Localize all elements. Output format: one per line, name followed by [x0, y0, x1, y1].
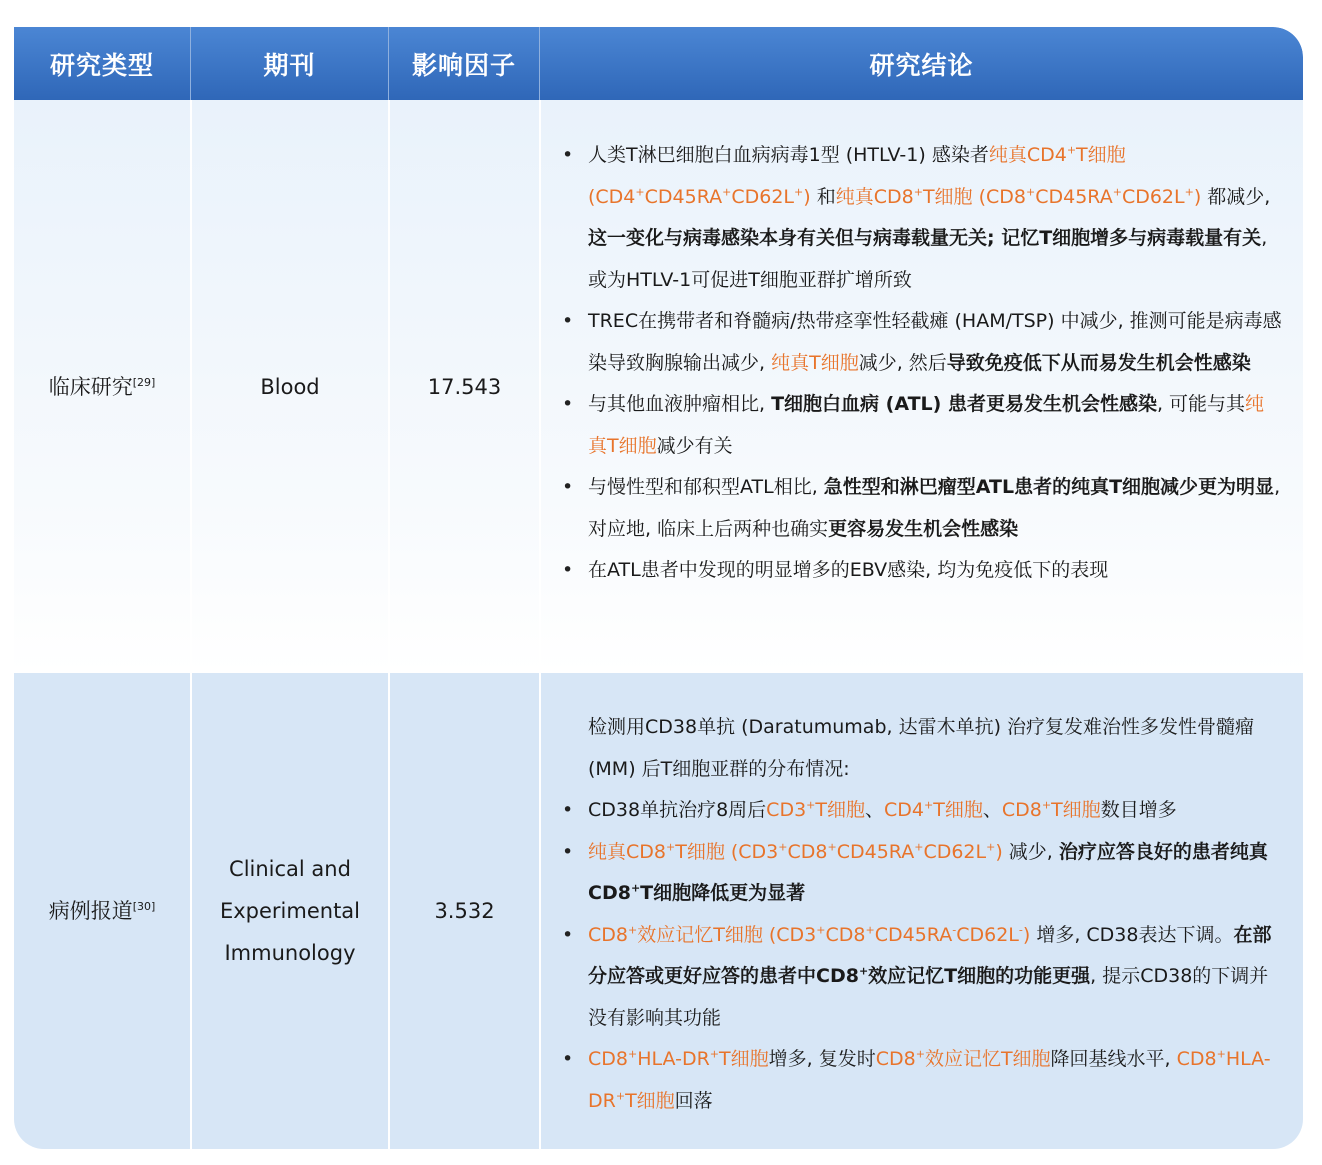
journal-line: Experimental [219, 899, 361, 923]
header-conclusion: 研究结论 [869, 50, 974, 80]
table-row [14, 100, 1303, 673]
conclusion-cell [562, 135, 1282, 592]
list-item: • 在ATL患者中发现的明显增多的EBV感染, 均为免疫低下的表现 [562, 550, 1282, 592]
conclusion-intro: 检测用CD38单抗 (Daratumumab, 达雷木单抗) 治疗复发难治性多发性骨髓瘤 (MM) 后T细胞亚群的分布情况: [588, 716, 1255, 780]
journal-line: Clinical and [229, 857, 351, 881]
conclusion-cell [562, 707, 1282, 1122]
column-divider [539, 100, 541, 673]
table-row [14, 673, 1303, 1149]
list-item: • CD8+HLA-DR+T细胞增多, 复发时CD8+效应记忆T细胞降回基线水平, CD8+HLA-DR+T细胞回落 [562, 1039, 1282, 1122]
study-type-cell [14, 673, 190, 1149]
header-study-type: 研究类型 [49, 50, 154, 80]
column-divider [539, 673, 541, 1149]
data-table [14, 27, 1303, 1149]
list-item: • 与慢性型和郁积型ATL相比, 急性型和淋巴瘤型ATL患者的纯真T细胞减少更为明显, 对应地, 临床上后两种也确实更容易发生机会性感染 [562, 467, 1282, 550]
list-item: • 人类T淋巴细胞白血病病毒1型 (HTLV-1) 感染者纯真CD4+T细胞 (CD4+CD45RA+CD62L+) 和纯真CD8+T细胞 (CD8+CD45RA+CD62L+) 都减少, 这一变化与病毒感染本身有关但与病毒载量无关; 记忆T细胞增多与病毒载量有关, 或为HTLV-1可促进T细胞亚群扩增所致 [562, 135, 1282, 301]
journal-line: Immunology [224, 941, 356, 965]
study-type: 病例报道 [48, 899, 133, 923]
study-type-cell [14, 100, 190, 673]
header-journal: 期刊 [263, 50, 316, 80]
list-item: • 与其他血液肿瘤相比, T细胞白血病 (ATL) 患者更易发生机会性感染, 可能与其纯真T细胞减少有关 [562, 384, 1282, 467]
reference-mark: [30] [132, 900, 156, 913]
impact-factor-cell: 17.543 [427, 374, 502, 399]
impact-factor-cell: 3.532 [434, 899, 495, 923]
journal-cell: Blood [260, 374, 320, 399]
list-item: • TREC在携带者和脊髓病/热带痉挛性轻截瘫 (HAM/TSP) 中减少, 推测可能是病毒感染导致胸腺输出减少, 纯真T细胞减少, 然后导致免疫低下从而易发生机会性感染 [562, 301, 1282, 384]
journal-cell [192, 673, 388, 1149]
reference-mark: [29] [132, 375, 156, 389]
header-impact-factor: 影响因子 [411, 50, 516, 80]
list-item: • CD8+效应记忆T细胞 (CD3+CD8+CD45RA-CD62L-) 增多, CD38表达下调。在部分应答或更好应答的患者中CD8+效应记忆T细胞的功能更强, 提示CD38的下调并没有影响其功能 [562, 915, 1282, 1040]
list-item: • 纯真CD8+T细胞 (CD3+CD8+CD45RA+CD62L+) 减少, 治疗应答良好的患者纯真CD8+T细胞降低更为显著 [562, 832, 1282, 915]
list-item: • CD38单抗治疗8周后CD3+T细胞、CD4+T细胞、CD8+T细胞数目增多 [562, 790, 1282, 832]
table-header [14, 27, 1303, 100]
study-type: 临床研究 [48, 374, 133, 399]
